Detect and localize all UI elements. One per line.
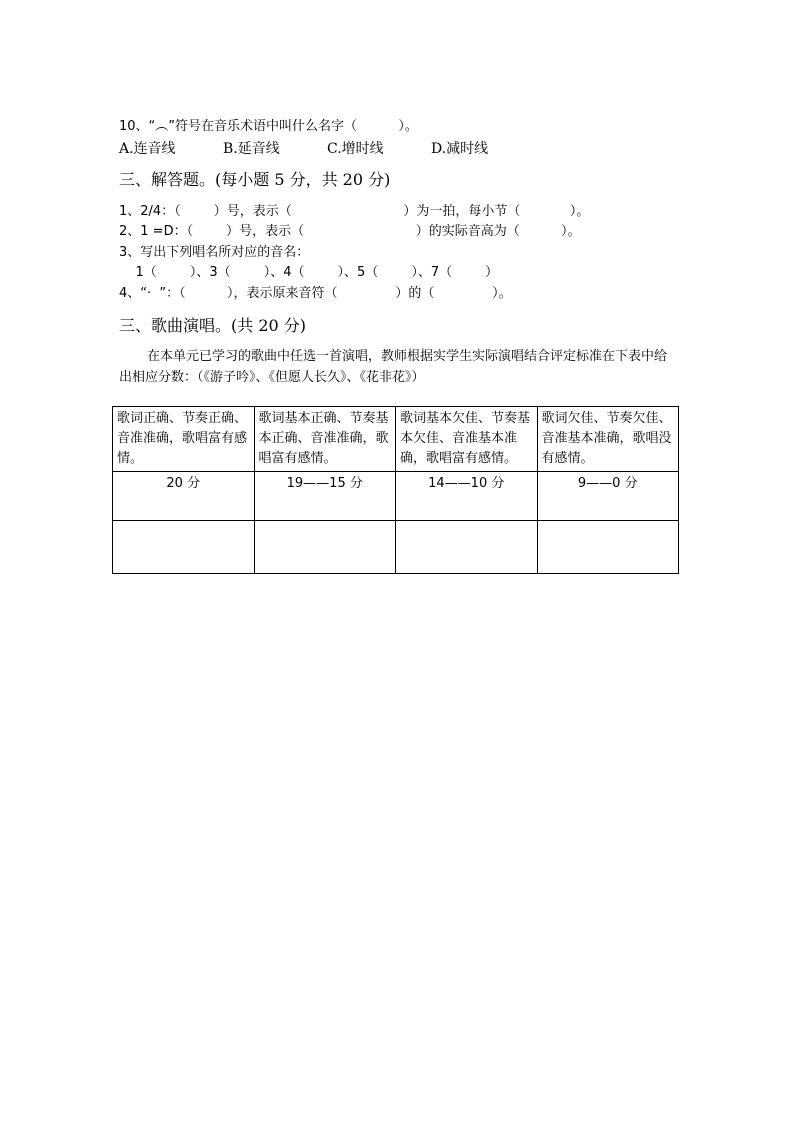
option-c: C.增时线 bbox=[327, 141, 384, 157]
criteria-cell: 歌词欠佳、节奏欠佳、音准基本准确，歌唱没有感情。 bbox=[537, 407, 679, 472]
score-cell: 9——0 分 bbox=[537, 472, 679, 521]
question-10-text: 10、“︵”符号在音乐术语中叫什么名字（ ）。 bbox=[119, 119, 418, 134]
answer-q3: 3、写出下列唱名所对应的音名： bbox=[119, 245, 310, 260]
answer-q3-items: 1（ ）、3（ ）、4（ ）、5（ ）、7（ ） bbox=[119, 265, 499, 280]
blank-grade-row bbox=[113, 521, 679, 574]
criteria-cell: 歌词基本欠佳、节奏基本欠佳、音准基本准确，歌唱富有感情。 bbox=[396, 407, 538, 472]
score-cell: 14——10 分 bbox=[396, 472, 538, 521]
criteria-cell: 歌词基本正确、节奏基本正确、音准准确，歌唱富有感情。 bbox=[254, 407, 396, 472]
score-cell: 19——15 分 bbox=[254, 472, 396, 521]
section-answers-heading: 三、解答题。(每小题 5 分，共 20 分) bbox=[119, 170, 391, 189]
section-singing-heading: 三、歌曲演唱。(共 20 分) bbox=[119, 316, 307, 335]
grading-table bbox=[112, 406, 679, 574]
blank-grade-cell[interactable] bbox=[537, 521, 679, 574]
score-row bbox=[113, 472, 679, 521]
option-a: A.连音线 bbox=[119, 141, 176, 157]
option-d: D.减时线 bbox=[431, 141, 489, 157]
blank-grade-cell[interactable] bbox=[254, 521, 396, 574]
blank-grade-cell[interactable] bbox=[396, 521, 538, 574]
criteria-row bbox=[113, 407, 679, 472]
option-b: B.延音线 bbox=[223, 141, 280, 157]
criteria-cell: 歌词正确、节奏正确、音准准确，歌唱富有感情。 bbox=[113, 407, 255, 472]
blank-grade-cell[interactable] bbox=[113, 521, 255, 574]
singing-instructions bbox=[119, 346, 679, 388]
singing-instructions-text: 在本单元已学习的歌曲中任选一首演唱，教师根据实学生实际演唱结合评定标准在下表中给出相应分数：（《游子吟》、《但愿人长久》、《花非花》） bbox=[119, 349, 668, 385]
answer-q4: 4、“· ”：（ ），表示原来音符（ ）的（ ）。 bbox=[119, 286, 512, 301]
score-cell: 20 分 bbox=[113, 472, 255, 521]
answer-q2: 2、1 =D：（ ）号，表示（ ）的实际音高为（ ）。 bbox=[119, 224, 581, 239]
answer-q1: 1、2/4：（ ）号，表示（ ）为一拍，每小节（ ）。 bbox=[119, 204, 590, 219]
